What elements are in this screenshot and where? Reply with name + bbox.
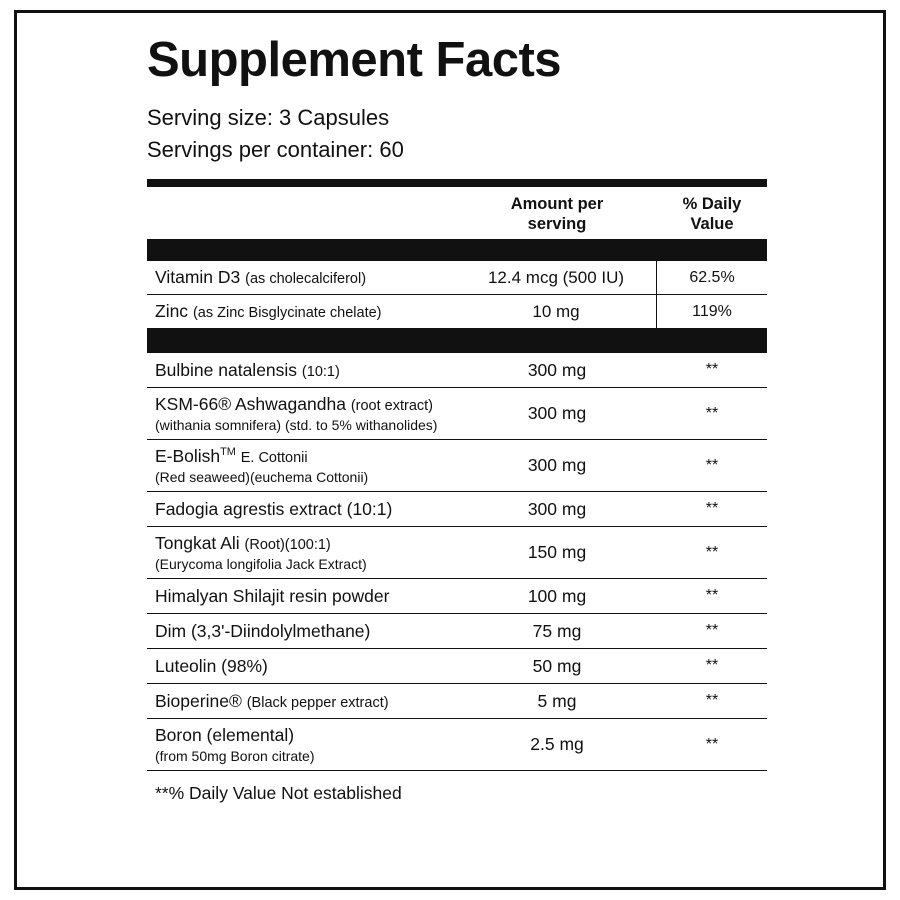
table-row bbox=[147, 440, 767, 492]
ingredient-amount: 300 mg bbox=[527, 498, 587, 519]
table-row bbox=[147, 388, 767, 440]
table-row bbox=[147, 353, 767, 388]
amount-header-line1: Amount per bbox=[510, 194, 604, 213]
ingredient-daily-value: ** bbox=[705, 692, 719, 710]
ingredient-subtext: (from 50mg Boron citrate) bbox=[155, 748, 315, 764]
dv-header-line2: Value bbox=[690, 215, 734, 234]
table-row bbox=[147, 719, 767, 771]
ingredient-title: Fadogia agrestis extract (10:1) bbox=[155, 498, 393, 519]
ingredient-amount: 75 mg bbox=[532, 620, 582, 641]
ingredient-amount: 150 mg bbox=[527, 542, 587, 563]
ingredient-daily-value: ** bbox=[705, 543, 719, 561]
ingredient-amount: 300 mg bbox=[527, 455, 587, 476]
page-title: Supplement Facts bbox=[147, 33, 562, 87]
ingredient-amount: 50 mg bbox=[532, 655, 582, 676]
top-rule bbox=[147, 179, 767, 187]
ingredient-name bbox=[147, 579, 456, 613]
servings-per-container: Servings per container: 60 bbox=[147, 136, 404, 162]
ingredient-title: Bulbine natalensis bbox=[155, 359, 298, 380]
ingredient-trademark: TM bbox=[220, 446, 236, 459]
table-row bbox=[147, 649, 767, 684]
table-row bbox=[147, 527, 767, 579]
table-row bbox=[147, 614, 767, 649]
ingredient-name bbox=[147, 614, 456, 648]
divider-bar-blend bbox=[147, 329, 767, 353]
ingredient-subtext: (withania somnifera) (std. to 5% withanolides) bbox=[155, 417, 438, 433]
table-row bbox=[147, 492, 767, 527]
dv-header-line1: % Daily bbox=[682, 194, 742, 213]
ingredient-name bbox=[147, 388, 456, 439]
ingredient-name bbox=[147, 684, 456, 718]
ingredient-name bbox=[147, 527, 456, 578]
ingredient-name bbox=[147, 440, 456, 491]
supplement-facts-panel bbox=[14, 10, 886, 890]
ingredient-qualifier: (Black pepper extract) bbox=[246, 694, 389, 711]
ingredient-qualifier: (10:1) bbox=[301, 363, 340, 380]
ingredient-name bbox=[147, 492, 456, 526]
ingredient-title: Vitamin D3 bbox=[155, 267, 241, 288]
ingredient-daily-value: ** bbox=[705, 622, 719, 640]
ingredient-title: Himalyan Shilajit resin powder bbox=[155, 585, 390, 606]
ingredient-daily-value: ** bbox=[705, 404, 719, 422]
serving-size: Serving size: 3 Capsules bbox=[147, 105, 390, 131]
ingredient-amount: 12.4 mcg (500 IU) bbox=[487, 267, 625, 287]
ingredient-name bbox=[147, 261, 455, 294]
ingredient-daily-value: ** bbox=[705, 361, 719, 379]
ingredient-amount: 100 mg bbox=[527, 585, 587, 606]
ingredient-qualifier: (root extract) bbox=[350, 398, 433, 415]
ingredient-daily-value: ** bbox=[705, 587, 719, 605]
table-row bbox=[147, 684, 767, 719]
table-row bbox=[147, 295, 767, 329]
ingredient-daily-value: 62.5% bbox=[656, 261, 767, 294]
amount-per-serving-header bbox=[457, 194, 657, 234]
ingredient-name bbox=[147, 719, 456, 770]
ingredient-subtext: (Red seaweed)(euchema Cottonii) bbox=[155, 469, 369, 486]
column-headers bbox=[147, 187, 767, 239]
ingredient-daily-value: ** bbox=[705, 500, 719, 518]
ingredient-qualifier: (as cholecalciferol) bbox=[245, 271, 367, 288]
table-row bbox=[147, 261, 767, 295]
footnote: **% Daily Value Not established bbox=[155, 783, 402, 804]
ingredient-daily-value: ** bbox=[705, 735, 719, 753]
ingredient-name bbox=[147, 295, 455, 328]
ingredient-title: Luteolin (98%) bbox=[155, 655, 268, 676]
ingredient-amount: 2.5 mg bbox=[530, 734, 584, 755]
ingredient-amount: 300 mg bbox=[527, 359, 587, 380]
ingredient-title: KSM-66® Ashwagandha bbox=[155, 394, 346, 415]
ingredient-title: E-Bolish bbox=[155, 446, 221, 467]
ingredient-amount: 300 mg bbox=[527, 403, 587, 424]
ingredient-title: Zinc bbox=[155, 301, 189, 322]
vitamins-section bbox=[147, 261, 767, 329]
table-row bbox=[147, 579, 767, 614]
ingredient-qualifier: E. Cottonii bbox=[240, 450, 308, 467]
ingredient-name bbox=[147, 649, 456, 683]
ingredient-daily-value: 119% bbox=[656, 295, 767, 328]
ingredients-section bbox=[147, 353, 767, 771]
label-content bbox=[147, 35, 767, 804]
ingredient-title: Bioperine® bbox=[155, 690, 242, 711]
ingredient-amount: 10 mg bbox=[532, 301, 580, 321]
ingredient-subtext: (Eurycoma longifolia Jack Extract) bbox=[155, 556, 367, 573]
ingredient-name bbox=[147, 353, 456, 387]
ingredient-amount: 5 mg bbox=[537, 690, 577, 711]
daily-value-header bbox=[657, 194, 767, 234]
ingredient-daily-value: ** bbox=[705, 657, 719, 675]
ingredient-title: Boron (elemental) bbox=[155, 725, 295, 746]
amount-header-line2: serving bbox=[527, 215, 587, 234]
ingredient-qualifier: (Root)(100:1) bbox=[244, 537, 331, 554]
ingredient-qualifier: (as Zinc Bisglycinate chelate) bbox=[192, 305, 382, 322]
ingredient-daily-value: ** bbox=[705, 456, 719, 474]
ingredient-title: Tongkat Ali bbox=[155, 533, 240, 554]
ingredient-title: Dim (3,3'-Diindolylmethane) bbox=[155, 620, 371, 641]
divider-bar-vitamins bbox=[147, 239, 767, 261]
